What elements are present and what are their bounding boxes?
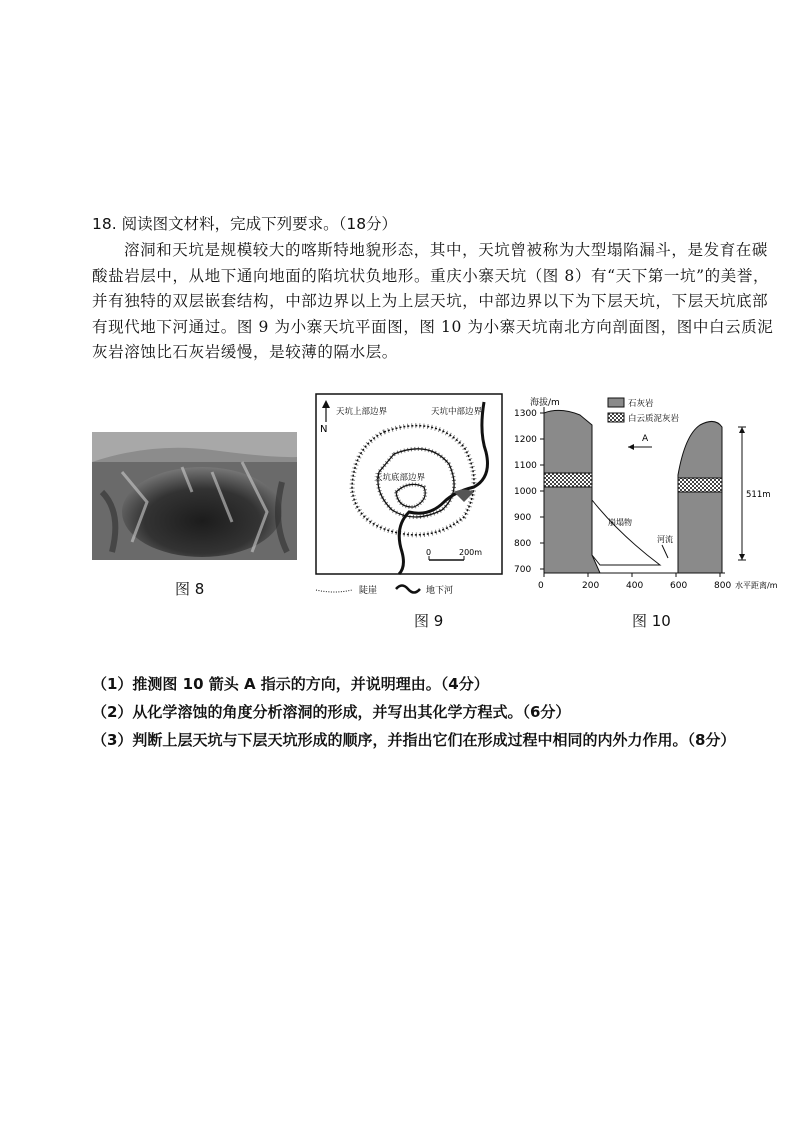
x-tick-label: 800 (714, 581, 732, 591)
scale-zero: 0 (426, 548, 432, 557)
figure-9-caption: 图 9 (414, 612, 444, 630)
figure-10-section (510, 395, 795, 600)
y-tick-label: 1300 (514, 409, 537, 419)
y-tick-label: 1100 (514, 461, 537, 471)
y-tick-label: 800 (514, 539, 532, 549)
label-middle-boundary: 天坑中部边界 (431, 407, 483, 417)
river-label: 河流 (657, 535, 673, 544)
label-upper-boundary: 天坑上部边界 (336, 407, 388, 417)
depth-label: 511m (746, 490, 771, 500)
scale-length: 200m (459, 548, 483, 557)
subquestion-1: （1）推测图 10 箭头 A 指示的方向，并说明理由。（4分） (92, 675, 489, 693)
x-tick-label: 600 (670, 581, 688, 591)
figure-8-caption: 图 8 (175, 580, 205, 598)
label-bottom-boundary: 天坑底部边界 (374, 473, 426, 483)
x-tick-label: 0 (538, 581, 544, 591)
question-header: 18. 阅读图文材料，完成下列要求。（18分） (92, 215, 398, 233)
x-tick-label: 400 (626, 581, 644, 591)
question-paragraph (92, 238, 782, 366)
legend-river-label: 地下河 (426, 586, 454, 596)
collapse-label: 崩塌物 (608, 518, 632, 527)
figure-9-map (314, 392, 512, 602)
x-axis-label: 水平距离/m (735, 581, 778, 590)
y-tick-label: 700 (514, 565, 532, 575)
legend-cliff-label: 陡崖 (359, 586, 378, 596)
subquestion-3: （3）判断上层天坑与下层天坑形成的顺序，并指出它们在形成过程中相同的内外力作用。（8分） (92, 731, 736, 749)
y-tick-label: 900 (514, 513, 532, 523)
north-label: N (320, 424, 328, 435)
legend-limestone: 石灰岩 (628, 399, 654, 409)
y-tick-label: 1000 (514, 487, 537, 497)
figure-10-caption: 图 10 (632, 612, 671, 630)
y-axis-label: 海拔/m (530, 398, 560, 408)
legend-dolomite: 白云质泥灰岩 (628, 414, 680, 424)
figure-8-photo (92, 432, 297, 560)
y-tick-label: 1200 (514, 435, 537, 445)
subquestion-2: （2）从化学溶蚀的角度分析溶洞的形成，并写出其化学方程式。（6分） (92, 703, 571, 721)
paragraph-text: 溶洞和天坑是规模较大的喀斯特地貌形态，其中，天坑曾被称为大型塌陷漏斗，是发育在碳酸盐岩层中，从地下通向地面的陷坑状负地形。重庆小寨天坑（图 8）有“天下第一坑”的美誉，并有独特的双层嵌套结构，中部边界以上为上层天坑，中部边界以下为下层天坑，下层天坑底部有现代地下河通过。图 9 为小寨天坑平面图，图 10 为小寨天坑南北方向剖面图，图中白云质泥灰岩溶蚀比石灰岩缓慢，是较薄的隔水层。 (92, 241, 774, 361)
x-tick-label: 200 (582, 581, 600, 591)
arrow-a-label: A (642, 434, 649, 444)
